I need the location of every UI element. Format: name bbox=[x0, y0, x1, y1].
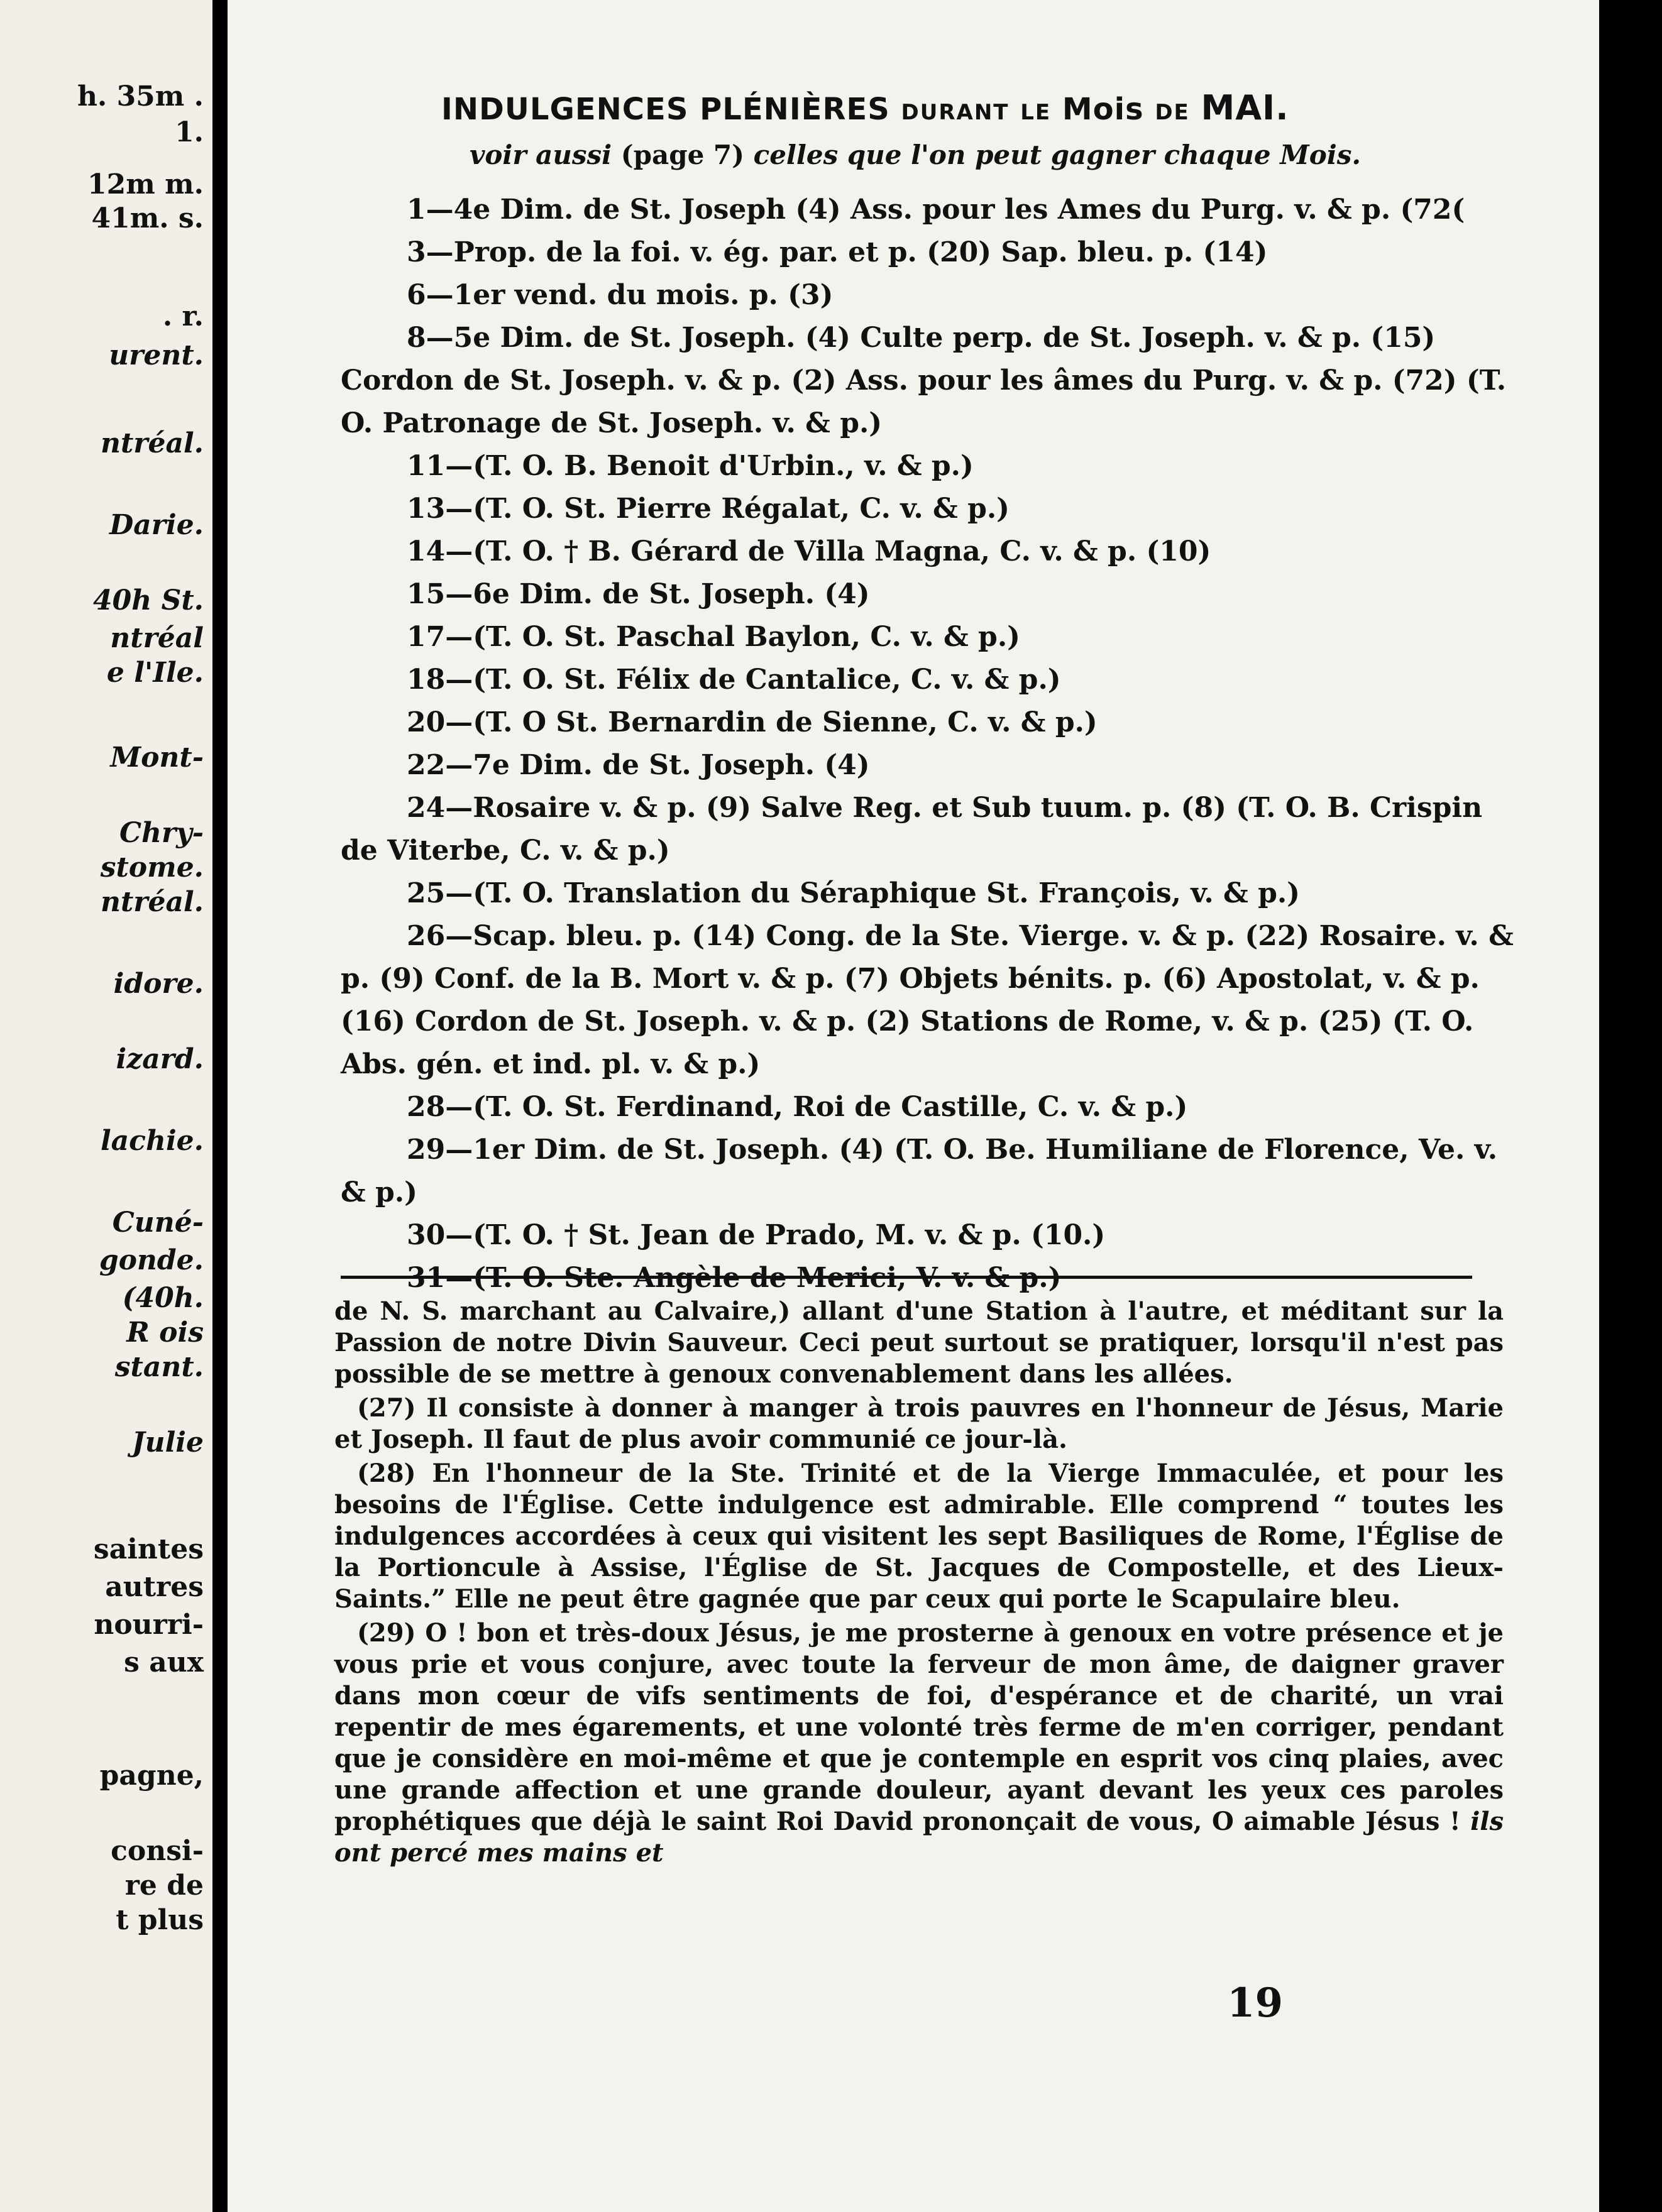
indulgence-entry bbox=[341, 744, 1522, 787]
subtitle-post: celles que l'on peut gagner chaque Mois. bbox=[753, 140, 1361, 170]
book-page bbox=[228, 0, 1599, 2212]
margin-fragment: s aux bbox=[124, 1646, 204, 1678]
entry-text: 24—Rosaire v. & p. (9) Salve Reg. et Sub tuum. p. (8) (T. O. B. Crispin de Viterbe, C. v. & p.) bbox=[341, 792, 1492, 867]
margin-fragment: 1. bbox=[175, 116, 204, 148]
indulgence-list bbox=[341, 189, 1522, 1300]
indulgence-entry bbox=[341, 872, 1522, 915]
title-word: DURANT bbox=[901, 100, 1010, 125]
section-divider bbox=[341, 1276, 1472, 1279]
margin-fragment: Cuné- bbox=[112, 1207, 204, 1239]
margin-fragment: re de bbox=[124, 1870, 204, 1902]
footnotes bbox=[334, 1296, 1504, 1871]
entry-text: 1—4e Dim. de St. Joseph (4) Ass. pour les Ames du Purg. v. & p. (72( bbox=[407, 194, 1465, 226]
footnote-29-text: (29) O ! bon et très-doux Jésus, je me prosterne à genoux en votre présence et je vous prie et vous conjure, avec toute la ferveur de mon âme, de daigner graver dans mon cœur de vifs sentiments de foi, d'espérance et de charité, un vrai repentir de mes égarements, et une volonté très ferme de m'en corriger, pendant que je considère en moi-même et que je contemple en esprit vos cinq plaies, avec une grande affection et une grande douleur, ayant devant les yeux ces paroles prophétiques que déjà le saint Roi David prononçait de vous, O aimable Jésus ! bbox=[334, 1618, 1504, 1836]
margin-fragment: 41m. s. bbox=[91, 202, 204, 234]
indulgence-entry bbox=[341, 787, 1522, 872]
margin-fragment: 40h St. bbox=[93, 584, 204, 616]
margin-fragment: h. 35m . bbox=[77, 80, 204, 112]
margin-fragment: 12m m. bbox=[87, 168, 204, 200]
indulgence-entry bbox=[341, 231, 1522, 274]
margin-fragment: t plus bbox=[116, 1904, 204, 1936]
margin-fragment: R ois bbox=[126, 1317, 204, 1349]
title-word: Mois bbox=[1062, 92, 1144, 127]
title-word: DE bbox=[1155, 100, 1190, 125]
margin-fragment: pagne, bbox=[99, 1760, 204, 1792]
indulgence-entry bbox=[341, 1086, 1522, 1129]
entry-text: 11—(T. O. B. Benoit d'Urbin., v. & p.) bbox=[407, 450, 974, 482]
footnote-28: (28) En l'honneur de la Ste. Trinité et de la Vierge Immaculée, et pour les besoins de l'Église. Cette indulgence est admirable. Elle comprend “ toutes les indulgences accordées à ceux qui visitent les sept Basiliques de Rome, l'Église de la Portioncule à Assise, l'Église de St. Jacques de Compostelle, et des Lieux-Saints.” Elle ne peut être gagnée que par ceux qui porte le Scapulaire bleu. bbox=[334, 1459, 1504, 1614]
entry-text: 17—(T. O. St. Paschal Baylon, C. v. & p.) bbox=[407, 621, 1020, 653]
indulgence-entry bbox=[341, 659, 1522, 701]
margin-fragment: urent. bbox=[109, 339, 204, 371]
subtitle-pre: voir aussi bbox=[470, 140, 612, 170]
subtitle-page-ref: (page 7) bbox=[620, 140, 745, 170]
margin-fragment: consi- bbox=[111, 1835, 204, 1867]
footnote-29-italic: ils ont percé mes mains et bbox=[334, 1807, 1504, 1868]
indulgence-entry bbox=[341, 915, 1522, 1086]
page-number: 19 bbox=[1227, 1979, 1284, 2027]
margin-fragment: . r. bbox=[162, 300, 204, 332]
margin-fragment: ntréal. bbox=[100, 886, 204, 918]
margin-fragment: ntréal bbox=[110, 622, 204, 654]
margin-fragment: Mont- bbox=[110, 742, 204, 774]
entry-text: 8—5e Dim. de St. Joseph. (4) Culte perp. de St. Joseph. v. & p. (15) Cordon de St. Joseph. v. & p. (2) Ass. pour les âmes du Purg. v. & p. (72) (T. O. Patronage de St. Joseph. v. & p.) bbox=[341, 322, 1516, 439]
margin-fragment: izard. bbox=[116, 1043, 204, 1075]
entry-text: 6—1er vend. du mois. p. (3) bbox=[407, 279, 834, 311]
margin-fragment: idore. bbox=[113, 968, 204, 1000]
entry-text: 25—(T. O. Translation du Séraphique St. François, v. & p.) bbox=[407, 877, 1300, 909]
entry-text: 3—Prop. de la foi. v. ég. par. et p. (20) Sap. bleu. p. (14) bbox=[407, 236, 1268, 268]
page-subtitle bbox=[470, 140, 1361, 170]
footnote-29 bbox=[334, 1618, 1504, 1869]
entry-text: 18—(T. O. St. Félix de Cantalice, C. v. & p.) bbox=[407, 664, 1061, 696]
margin-fragment: (40h. bbox=[122, 1282, 204, 1314]
indulgence-entry bbox=[341, 488, 1522, 530]
page-title bbox=[441, 88, 1289, 128]
footnote-continued: de N. S. marchant au Calvaire,) allant d'une Station à l'autre, et méditant sur la Passion de notre Divin Sauveur. Ceci peut surtout se pratiquer, lorsqu'il n'est pas possible de se mettre à genoux convenablement dans les allées. bbox=[334, 1296, 1504, 1389]
indulgence-entry bbox=[341, 1214, 1522, 1257]
indulgence-entry bbox=[341, 189, 1522, 231]
indulgence-entry bbox=[341, 530, 1522, 573]
previous-page-margin bbox=[0, 0, 212, 2212]
indulgence-entry bbox=[341, 274, 1522, 317]
indulgence-entry bbox=[341, 445, 1522, 488]
margin-fragment: gonde. bbox=[99, 1244, 204, 1276]
margin-fragment: Julie bbox=[131, 1426, 204, 1459]
margin-fragment: autres bbox=[105, 1571, 204, 1603]
margin-fragment: ntréal. bbox=[100, 427, 204, 459]
margin-fragment: Chry- bbox=[119, 817, 204, 849]
entry-text: 15—6e Dim. de St. Joseph. (4) bbox=[407, 578, 870, 610]
margin-fragment: e l'Ile. bbox=[106, 657, 204, 689]
margin-fragment: stome. bbox=[100, 851, 204, 884]
title-main: INDULGENCES PLÉNIÈRES bbox=[441, 92, 890, 127]
entry-text: 29—1er Dim. de St. Joseph. (4) (T. O. Be. Humiliane de Florence, Ve. v. & p.) bbox=[341, 1134, 1507, 1208]
margin-fragment: Darie. bbox=[109, 509, 204, 541]
scan-border bbox=[1599, 0, 1662, 2212]
indulgence-entry bbox=[341, 1129, 1522, 1214]
entry-text: 20—(T. O St. Bernardin de Sienne, C. v. & p.) bbox=[407, 706, 1098, 738]
entry-text: 22—7e Dim. de St. Joseph. (4) bbox=[407, 749, 870, 781]
margin-fragment: lachie. bbox=[100, 1125, 204, 1157]
indulgence-entry bbox=[341, 573, 1522, 616]
entry-text: 13—(T. O. St. Pierre Régalat, C. v. & p.) bbox=[407, 493, 1010, 525]
indulgence-entry bbox=[341, 616, 1522, 659]
page-gutter bbox=[212, 0, 228, 2212]
title-month: MAI. bbox=[1201, 88, 1289, 128]
entry-text: 14—(T. O. † B. Gérard de Villa Magna, C. v. & p. (10) bbox=[407, 535, 1211, 567]
margin-fragment: nourri- bbox=[94, 1609, 204, 1641]
margin-fragment: stant. bbox=[114, 1351, 204, 1383]
title-word: LE bbox=[1020, 100, 1052, 125]
entry-text: 28—(T. O. St. Ferdinand, Roi de Castille, C. v. & p.) bbox=[407, 1091, 1188, 1123]
indulgence-entry bbox=[341, 317, 1522, 445]
entry-text: 30—(T. O. † St. Jean de Prado, M. v. & p. (10.) bbox=[407, 1219, 1106, 1251]
indulgence-entry bbox=[341, 701, 1522, 744]
footnote-27: (27) Il consiste à donner à manger à trois pauvres en l'honneur de Jésus, Marie et Joseph. Il faut de plus avoir communié ce jour-là. bbox=[334, 1393, 1504, 1454]
margin-fragment: saintes bbox=[93, 1533, 204, 1565]
entry-text: 31—(T. O. Ste. Angèle de Merici, V. v. & p.) bbox=[407, 1262, 1062, 1294]
entry-text: 26—Scap. bleu. p. (14) Cong. de la Ste. Vierge. v. & p. (22) Rosaire. v. & p. (9) Conf. de la B. Mort v. & p. (7) Objets bénits. p. (6) Apostolat, v. & p. (16) Cordon de St. Joseph. v. & p. (2) Stations de Rome, v. & p. (25) (T. O. Abs. gén. et ind. pl. v. & p.) bbox=[341, 920, 1524, 1080]
